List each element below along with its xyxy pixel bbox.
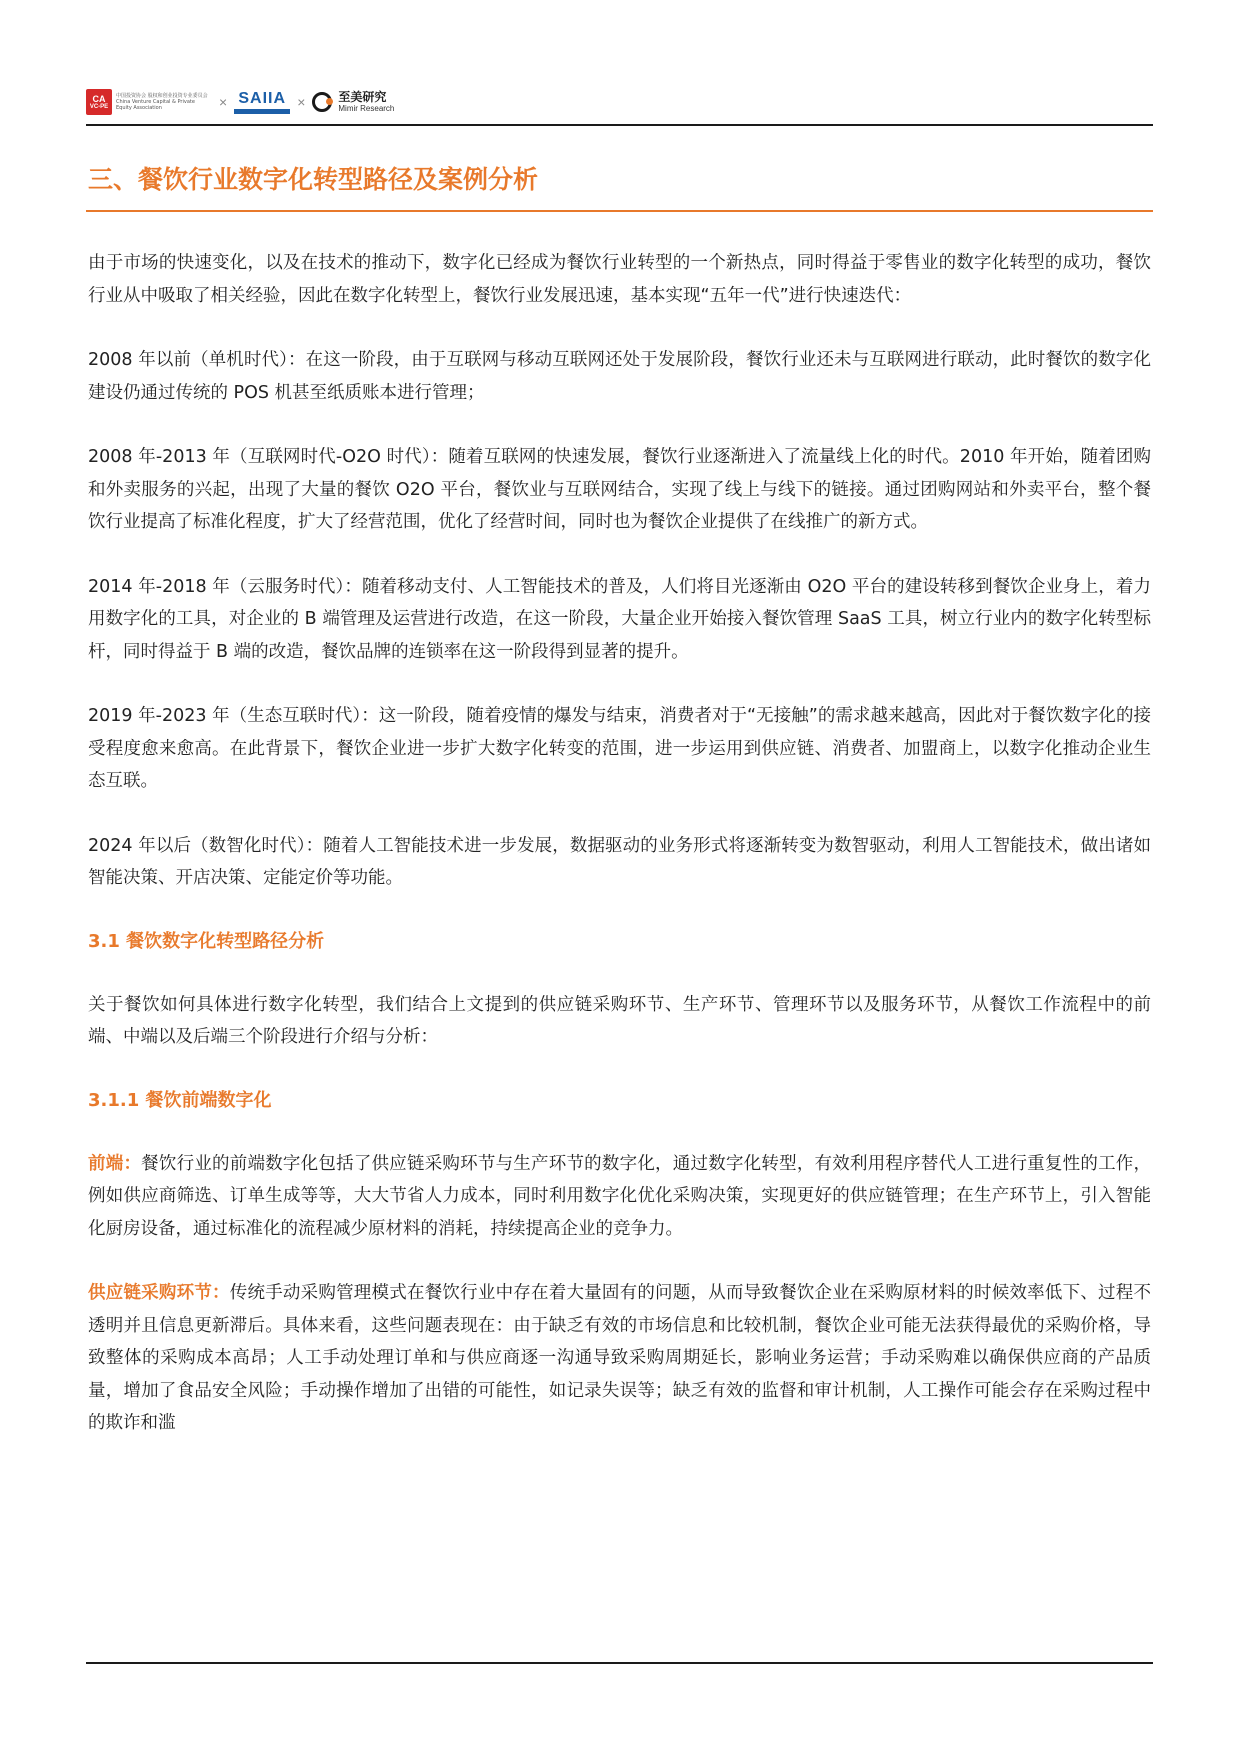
era-2024-after-paragraph: 2024 年以后（数智化时代）：随着人工智能技术进一步发展，数据驱动的业务形式将逐渐转变为数智驱动，利用人工智能技术，做出诸如智能决策、开店决策、定能定价等功能。 — [88, 835, 1151, 888]
footer-divider — [86, 1662, 1153, 1664]
subsection-3-1-paragraph: 关于餐饮如何具体进行数字化转型，我们结合上文提到的供应链采购环节、生产环节、管理环节以及服务环节，从餐饮工作流程中的前端、中端以及后端三个阶段进行介绍与分析： — [88, 994, 1151, 1047]
subsection-3-1-heading: 3.1 餐饮数字化转型路径分析 — [88, 930, 325, 952]
frontend-lead: 前端： — [88, 1153, 142, 1174]
saiia-name: SAIIA — [238, 89, 287, 107]
cvca-name-en: China Venture Capital & Private Equity Association — [116, 99, 195, 111]
saiia-underline — [234, 109, 290, 114]
frontend-body: 餐饮行业的前端数字化包括了供应链采购环节与生产环节的数字化，通过数字化转型，有效利用程序替代人工进行重复性的工作，例如供应商筛选、订单生成等等，大大节省人力成本，同时利用数字化优化采购决策，实现更好的供应链管理；在生产环节上，引入智能化厨房设备，通过标准化的流程减少原材料的消耗，持续提高企业的竞争力。 — [88, 1153, 1152, 1239]
frontend-paragraph — [88, 1148, 1151, 1246]
mimir-circle-icon — [312, 92, 332, 112]
mimir-name-cn: 至美研究 — [338, 90, 387, 104]
title-divider — [86, 210, 1153, 212]
cvca-mark-line2: VC-PE — [89, 103, 109, 110]
era-2014-2018-paragraph: 2014 年-2018 年（云服务时代）：随着移动支付、人工智能技术的普及，人们将目光逐渐由 O2O 平台的建设转移到餐饮企业身上，着力用数字化的工具，对企业的 B 端管理及运营进行改造，在这一阶段，大量企业开始接入餐饮管理 SaaS 工具，树立行业内的数字化转型标杆，同时得益于 B 端的改造，餐饮品牌的连锁率在这一阶段得到显著的提升。 — [88, 576, 1151, 662]
cvca-name-cn: 中国投资协会 股权和创业投资专业委员会 — [116, 93, 208, 99]
cvca-name — [116, 93, 212, 111]
cvca-logo — [86, 89, 112, 115]
partner-logos — [86, 84, 394, 120]
era-2008-before-paragraph: 2008 年以前（单机时代）：在这一阶段，由于互联网与移动互联网还处于发展阶段，餐饮行业还未与互联网进行联动，此时餐饮的数字化建设仍通过传统的 POS 机甚至纸质账本进行管理； — [88, 350, 1151, 403]
separator-icon: × — [219, 94, 228, 110]
page-header — [86, 84, 1153, 126]
era-2019-2023-paragraph: 2019 年-2023 年（生态互联时代）：这一阶段，随着疫情的爆发与结束，消费者对于“无接触”的需求越来越高，因此对于餐饮数字化的接受程度愈来愈高。在此背景下，餐饮企业进一步扩大数字化转变的范围，进一步运用到供应链、消费者、加盟商上，以数字化推动企业生态互联。 — [88, 706, 1151, 791]
header-divider — [86, 124, 1153, 126]
mimir-name — [338, 90, 394, 114]
saiia-logo — [234, 91, 290, 114]
mimir-logo — [312, 90, 394, 114]
subsection-3-1-1-heading: 3.1.1 餐饮前端数字化 — [88, 1089, 272, 1111]
intro-paragraph: 由于市场的快速变化，以及在技术的推动下，数字化已经成为餐饮行业转型的一个新热点，同时得益于零售业的数字化转型的成功，餐饮行业从中吸取了相关经验，因此在数字化转型上，餐饮行业发展迅速，基本实现“五年一代”进行快速迭代： — [88, 253, 1151, 306]
supply-chain-body: 传统手动采购管理模式在餐饮行业中存在着大量固有的问题，从而导致餐饮企业在采购原材料的时候效率低下、过程不透明并且信息更新滞后。具体来看，这些问题表现在：由于缺乏有效的市场信息和比较机制，餐饮企业可能无法获得最优的采购价格，导致整体的采购成本高昂；人工手动处理订单和与供应商逐一沟通导致采购周期延长，影响业务运营；手动采购难以确保供应商的产品质量，增加了食品安全风险；手动操作增加了出错的可能性，如记录失误等；缺乏有效的监督和审计机制，人工操作可能会存在采购过程中的欺诈和滥 — [88, 1283, 1151, 1433]
section-title: 三、餐饮行业数字化转型路径及案例分析 — [88, 165, 539, 194]
separator-icon: × — [297, 94, 306, 110]
cvca-mark-line1: CA — [92, 93, 106, 104]
supply-chain-lead: 供应链采购环节： — [88, 1283, 230, 1303]
mimir-name-en: Mimir Research — [338, 104, 395, 113]
main-content — [88, 247, 1151, 1440]
supply-chain-paragraph — [88, 1277, 1151, 1440]
era-2008-2013-paragraph: 2008 年-2013 年（互联网时代-O2O 时代）：随着互联网的快速发展，餐饮行业逐渐进入了流量线上化的时代。2010 年开始，随着团购和外卖服务的兴起，出现了大量的餐饮 O2O 平台，餐饮业与互联网结合，实现了线上与线下的链接。通过团购网站和外卖平台，整个餐饮行业提高了标准化程度，扩大了经营范围，优化了经营时间，同时也为餐饮企业提供了在线推广的新方式。 — [88, 447, 1151, 532]
